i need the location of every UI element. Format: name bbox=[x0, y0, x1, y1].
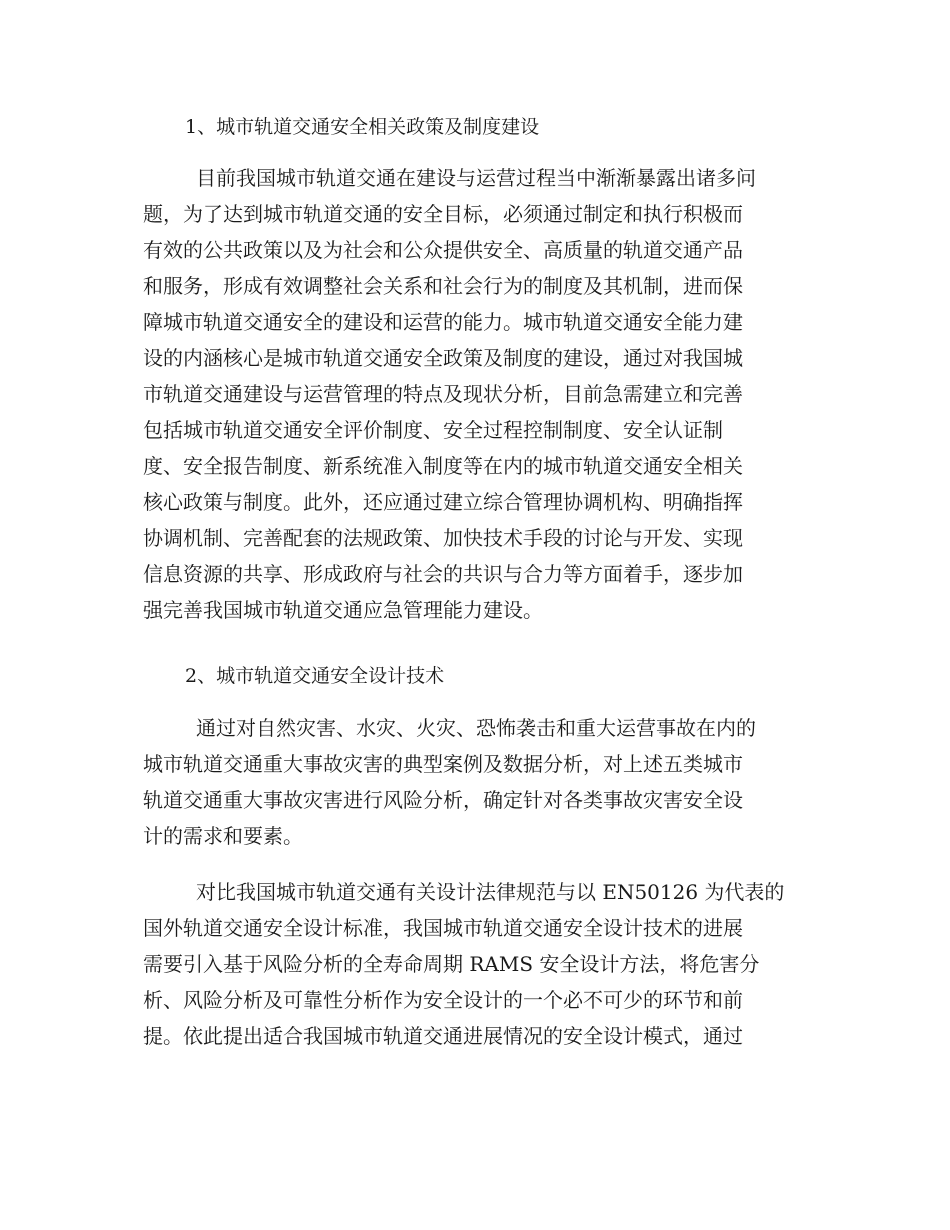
paragraph-line: 提。依此提出适合我国城市轨道交通进展情况的安全设计模式，通过 bbox=[143, 1024, 743, 1048]
paragraph-line: 核心政策与制度。此外，还应通过建立综合管理协调机构、明确指挥 bbox=[143, 490, 743, 514]
section-2-heading: 2、城市轨道交通安全设计技术 bbox=[185, 665, 445, 687]
paragraph-line: 障城市轨道交通安全的建设和运营的能力。城市轨道交通安全能力建 bbox=[143, 310, 743, 334]
section-2-paragraph-1 bbox=[143, 710, 803, 854]
paragraph-line: 题，为了达到城市轨道交通的安全目标，必须通过制定和执行积极而 bbox=[143, 202, 743, 226]
paragraph-line: 国外轨道交通安全设计标准，我国城市轨道交通安全设计技术的进展 bbox=[143, 916, 743, 940]
paragraph-line: 有效的公共政策以及为社会和公众提供安全、高质量的轨道交通产品 bbox=[143, 238, 743, 262]
paragraph-line: 计的需求和要素。 bbox=[143, 824, 303, 848]
paragraph-line: 析、风险分析及可靠性分析作为安全设计的一个必不可少的环节和前 bbox=[143, 988, 743, 1012]
paragraph-line: 城市轨道交通重大事故灾害的典型案例及数据分析，对上述五类城市 bbox=[143, 752, 743, 776]
paragraph-line: 对比我国城市轨道交通有关设计法律规范与以 EN50126 为代表的 bbox=[196, 880, 785, 904]
paragraph-line: 和服务，形成有效调整社会关系和社会行为的制度及其机制，进而保 bbox=[143, 274, 743, 298]
paragraph-line: 需要引入基于风险分析的全寿命周期 RAMS 安全设计方法，将危害分 bbox=[143, 952, 760, 976]
paragraph-line: 信息资源的共享、形成政府与社会的共识与合力等方面着手，逐步加 bbox=[143, 562, 743, 586]
paragraph-line: 市轨道交通建设与运营管理的特点及现状分析，目前急需建立和完善 bbox=[143, 382, 743, 406]
section-1-paragraph-1 bbox=[143, 160, 803, 628]
paragraph-line: 强完善我国城市轨道交通应急管理能力建设。 bbox=[143, 598, 543, 622]
section-2-paragraph-2 bbox=[143, 874, 803, 1054]
paragraph-line: 度、安全报告制度、新系统准入制度等在内的城市轨道交通安全相关 bbox=[143, 454, 743, 478]
paragraph-line: 协调机制、完善配套的法规政策、加快技术手段的讨论与开发、实现 bbox=[143, 526, 743, 550]
section-1-heading: 1、城市轨道交通安全相关政策及制度建设 bbox=[185, 116, 540, 138]
paragraph-line: 通过对自然灾害、水灾、火灾、恐怖袭击和重大运营事故在内的 bbox=[196, 716, 756, 740]
paragraph-line: 设的内涵核心是城市轨道交通安全政策及制度的建设，通过对我国城 bbox=[143, 346, 743, 370]
paragraph-line: 轨道交通重大事故灾害进行风险分析，确定针对各类事故灾害安全设 bbox=[143, 788, 743, 812]
paragraph-line: 包括城市轨道交通安全评价制度、安全过程控制制度、安全认证制 bbox=[143, 418, 723, 442]
paragraph-line: 目前我国城市轨道交通在建设与运营过程当中渐渐暴露出诸多问 bbox=[196, 166, 756, 190]
